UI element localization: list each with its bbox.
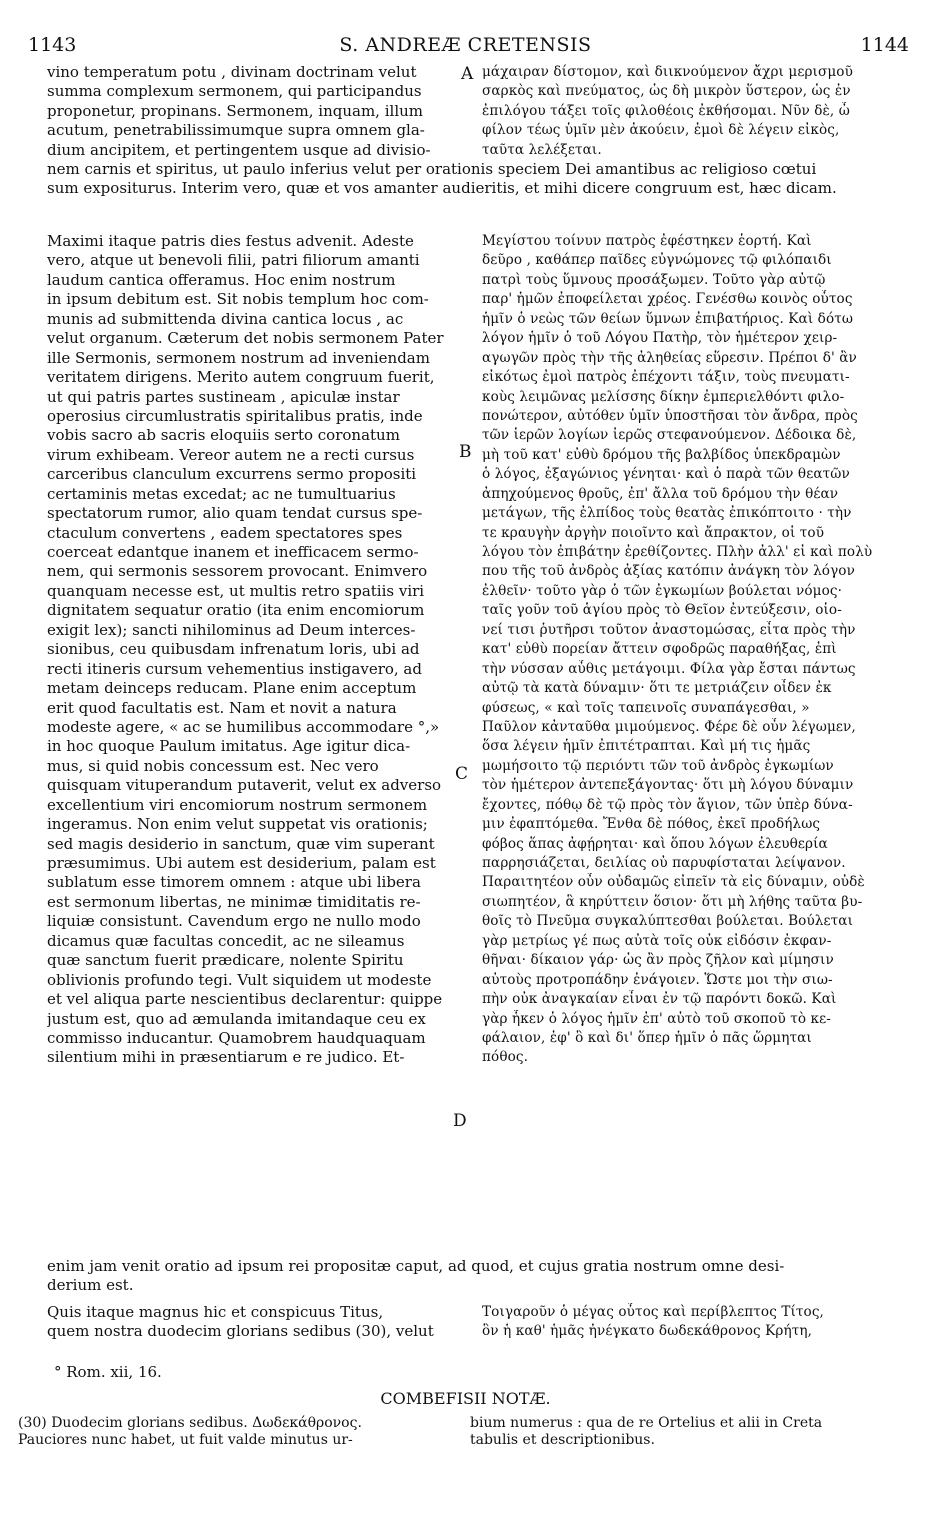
greek-text-line: αὐτῷ τὰ κατὰ δύναμιν· ὅτι τε μετριάζειν οἶδεν ἐκ [482, 680, 832, 697]
latin-column-block3 [47, 1303, 457, 1342]
greek-text-line: δεῦρο , καθάπερ παῖδες εὐγνώμονες τῷ φιλόπαιδι [482, 252, 832, 269]
greek-text-line: ὅσα λέγειν ἡμῖν ἐπιτέτραπται. Καὶ μή τις ἡμᾶς [482, 738, 811, 755]
latin-text-line: præsumimus. Ubi autem est desiderium, palam est [47, 854, 436, 872]
latin-text-line: vero, atque ut benevoli filii, patri filiorum amanti [47, 251, 420, 270]
greek-text-line: θῆναι· δίκαιον γάρ· ὡς ἂν πρὸς ζῆλον καὶ μίμησιν [482, 952, 834, 969]
latin-column-block2 [47, 232, 457, 1068]
greek-text-line: νεί τισι ῥυτῆρσι τοῦτον ἀναστομώσας, εἶτα πρὸς τὴν [482, 621, 856, 638]
greek-text-line: εἰκότως ἐμοὶ πατρὸς ἐπέχοντι τάξιν, τοὺς πνευματι- [482, 369, 850, 386]
latin-text-line: laudum cantica offeramus. Hoc enim nostrum [47, 270, 396, 289]
notes-left-column [18, 1415, 458, 1449]
latin-text-line: exigit lex); sancti nihilominus ad Deum interces- [47, 620, 416, 639]
latin-text-line: coerceat edantque inanem et inefficacem sermo- [47, 543, 419, 561]
greek-text-line: μιν ἐφαπτόμεθα. Ἔνθα δὲ πόθος, ἐκεῖ προδήλως [482, 816, 821, 833]
latin-text-line: quanquam necesse est, ut multis retro spatiis viri [47, 581, 425, 600]
page-header [0, 34, 931, 60]
latin-column-block1 [47, 63, 457, 160]
latin-text-line: vino temperatum potu , divinam doctrinam velut [47, 63, 417, 81]
latin-text-line: sionibus, ceu quibusdam infrenatum loris, ubi ad [47, 640, 420, 659]
latin-text-line: summa complexum sermonem, qui participandus [47, 82, 422, 101]
latin-text-line: mus, si quid nobis concessum est. Nec vero [47, 756, 379, 775]
note-text-line: tabulis et descriptionibus. [470, 1432, 655, 1448]
latin-text-line: liquiæ consistunt. Cavendum ergo ne nullo modo [47, 912, 421, 931]
latin-text-line: ut qui patris partes sustineam , apiculæ instar [47, 387, 400, 406]
greek-text-line: μάχαιραν δίστομον, καὶ διικνούμενον ἄχρι μερισμοῦ [482, 64, 853, 80]
latin-text-line: quæ sanctum fuerit prædicare, nolente Spiritu [47, 951, 404, 970]
fullwidth-text-block1 [47, 160, 917, 199]
latin-text-line: ingeramus. Non enim velut suppetat vis orationis; [47, 815, 428, 834]
greek-text-line: που τῆς τοῦ ἀνδρὸς ἀξίας κατόπιν ἀνάγκη τὸν λόγον [482, 563, 855, 580]
greek-text-line: πὴν οὐκ ἀναγκαίαν εἶναι ἐν τῷ παρόντι δοκῶ. Καὶ [482, 991, 837, 1008]
latin-text-line: erit quod facultatis est. Nam et novit a natura [47, 698, 397, 717]
greek-text-line: παρ' ἡμῶν ἐποφείλεται χρέος. Γενέσθω κοινὸς οὗτος [482, 291, 853, 308]
latin-text-line: Maximi itaque patris dies festus advenit. Adeste [47, 232, 414, 250]
latin-text-line: oblivionis profundo tegi. Vult siquidem ut modeste [47, 970, 432, 989]
greek-text-line: σαρκὸς καὶ πνεύματος, ὡς δὴ μικρὸν ὕστερον, ὡς ἐν [482, 83, 851, 100]
latin-text-line: justum est, quo ad æmulanda imitandaque ceu ex [47, 1009, 426, 1028]
greek-text-line: γὰρ ἧκεν ὁ λόγος ἡμῖν ἐπ' αὐτὸ τοῦ σκοποῦ τὸ κε- [482, 1010, 831, 1027]
greek-text-line: πατρὶ τοὺς ὕμνους προσάξωμεν. Τοῦτο γὰρ αὐτῷ [482, 271, 826, 288]
greek-text-line: λόγον ἡμῖν ὁ τοῦ Λόγου Πατὴρ, τὸν ἡμέτερον χειρ- [482, 330, 838, 347]
page-number-left: 1143 [28, 34, 77, 56]
latin-text-line: in ipsum debitum est. Sit nobis templum hoc com- [47, 290, 429, 309]
latin-text-line: est sermonum libertas, ne minimæ timiditatis re- [47, 892, 421, 911]
greek-text-line: Τοιγαροῦν ὁ μέγας οὗτος καὶ περίβλεπτος Τίτος, [482, 1304, 824, 1320]
margin-marker-c: C [455, 764, 469, 784]
latin-text-line: dicamus quæ facultas concedit, ac ne sileamus [47, 931, 405, 950]
latin-text-line: carceribus clanculum excurrens sermo propositi [47, 465, 417, 484]
page-number-right: 1144 [860, 34, 909, 56]
latin-text-line: commisso inducantur. Quamobrem haudquaquam [47, 1028, 426, 1047]
latin-text-line: Quis itaque magnus hic et conspicuus Titus, [47, 1303, 384, 1321]
latin-text-line: veritatem dirigens. Merito autem congruum fuerit, [47, 368, 435, 387]
fullwidth-text-line: enim jam venit oratio ad ipsum rei propositæ caput, ad quod, et cujus gratia nostrum omne desi- [47, 1257, 785, 1275]
margin-marker-b: B [459, 442, 472, 462]
latin-text-line: sublatum esse timorem omnem : atque ubi libera [47, 873, 421, 892]
notes-title: COMBEFISII NOTÆ. [380, 1389, 551, 1408]
greek-text-line: πονώτερον, αὐτόθεν ὑμῖν ὑποστῆσαι τὸν ἄνδρα, πρὸς [482, 407, 858, 424]
latin-text-line: vobis sacro ab sacris eloquiis serto coronatum [47, 426, 400, 445]
fullwidth-text-line: nem carnis et spiritus, ut paulo inferius velut per orationis speciem Dei amantibus ac religioso cœtui [47, 160, 817, 178]
greek-text-line: ταῦτα λελέξεται. [482, 141, 602, 158]
greek-text-line: αὐτοὺς προτροπάδην ἐνάγοιεν. Ὥστε μοι τὴν σιω- [482, 971, 833, 988]
greek-text-line: τὸν ἡμέτερον ἀντεπεξάγοντας· ὅτι μὴ λόγου δύναμιν [482, 777, 854, 794]
greek-text-line: παρρησιάζεται, δειλίας οὐ παρυφίσταται λείψανον. [482, 855, 846, 871]
latin-text-line: et vel aliqua parte nescientibus declarentur: quippe [47, 990, 443, 1009]
latin-text-line: metam deinceps reducam. Plane enim acceptum [47, 679, 417, 698]
greek-text-line: φάλαιον, ἐφ' ὃ καὶ δι' ὅπερ ἡμῖν ὁ πᾶς ὥρμηται [482, 1029, 812, 1046]
latin-text-line: quisquam vituperandum putaverit, velut ex adverso [47, 776, 442, 795]
greek-text-line: τῶν ἱερῶν λογίων ἱερῶς στεφανούμενον. Δέδοικα δὲ, [482, 427, 857, 444]
latin-text-line: certaminis metas excedat; ac ne tumultuarius [47, 484, 396, 503]
greek-text-line: ἡμῖν ὁ νεὼς τῶν θείων ὕμνων ἐπιβατήριος. Καὶ δότω [482, 310, 854, 327]
latin-text-line: virum exhibeam. Vereor autem ne a recti cursus [47, 445, 415, 464]
note-text-line: bium numerus : qua de re Ortelius et alii in Creta [470, 1415, 823, 1431]
greek-text-line: ὃν ἡ καθ' ἡμᾶς ἠνέγκατο δωδεκάθρονος Κρήτη, [482, 1323, 813, 1340]
latin-text-line: operosius circumlustratis spiritalibus pratis, inde [47, 406, 423, 425]
greek-text-line: πόθος. [482, 1049, 529, 1066]
running-title: S. ANDREÆ CRETENSIS [339, 34, 592, 56]
latin-text-line: dium ancipitem, et pertingentem usque ad divisio- [47, 140, 431, 159]
greek-text-line: τὴν νύσσαν αὖθις μετάγοιμι. Φίλα γὰρ ἔσται πάντως [482, 660, 856, 677]
margin-marker-d: D [453, 1111, 467, 1131]
latin-text-line: proponetur, propinans. Sermonem, inquam, illum [47, 101, 423, 120]
margin-marker-a: A [461, 64, 474, 84]
greek-column-block2 [482, 232, 914, 1068]
greek-text-line: αγωγῶν πρὸς τὴν τῆς ἀληθείας εὕρεσιν. Πρέποι δ' ἂν [482, 349, 857, 366]
footnote: ° Rom. xii, 16. [54, 1363, 162, 1381]
note-text-line: Pauciores nunc habet, ut fuit valde minutus ur- [18, 1432, 353, 1448]
latin-text-line: ctaculum convertens , eadem spectatores spes [47, 523, 403, 542]
greek-text-line: σιωπητέον, ἃ κηρύττειν ὅσιον· ὅτι μὴ λήθης ταῦτα βυ- [482, 893, 863, 910]
greek-text-line: Παραιτητέον οὖν οὐδαμῶς εἰπεῖν τὰ εἰς δύναμιν, οὐδὲ [482, 874, 865, 891]
greek-text-line: τε κραυγὴν ἀργὴν ποιοῖντο καὶ ἄπρακτον, οἱ τοῦ [482, 524, 825, 541]
greek-text-line: ἐπιλόγου τάξει τοῖς φιλοθέοις ἐκθήσομαι. Νῦν δὲ, ὦ [482, 102, 850, 119]
latin-text-line: acutum, penetrabilissimumque supra omnem gla- [47, 121, 425, 140]
greek-text-line: μὴ τοῦ κατ' εὐθὺ δρόμου τῆς βαλβίδος ὑπεκδραμὼν [482, 446, 841, 463]
greek-text-line: μετάγων, τῆς ἐλπίδος τοὺς θεατὰς ἐπικόπτοιτο · τὴν [482, 505, 852, 522]
latin-text-line: dignitatem sequatur oratio (ita enim encomiorum [47, 601, 425, 620]
greek-text-line: φύσεως, « καὶ τοῖς ταπεινοῖς συναπάγεσθαι, » [482, 699, 810, 716]
greek-text-line: κατ' εὐθὺ πορείαν ἄττειν σφοδρῶς παραθήξας, ἐπὶ [482, 641, 837, 658]
greek-text-line: λόγου τὸν ἐπιβάτην ἐρεθίζοντες. Πλὴν ἀλλ' εἰ καὶ πολὺ [482, 544, 873, 560]
greek-text-line: ἐλθεῖν· τοῦτο γὰρ ὁ τῶν ἐγκωμίων βούλεται νόμος· [482, 582, 843, 599]
latin-text-line: velut organum. Cæterum det nobis sermonem Pater [47, 329, 444, 348]
latin-text-line: excellentium viri encomiorum nostrum sermonem [47, 795, 428, 814]
latin-text-line: spectatorum rumor, alio quam tendat cursus spe- [47, 504, 423, 523]
greek-text-line: ταῖς γοῦν τοῦ ἁγίου πρὸς τὸ Θεῖον ἐντεύξεσιν, οἱο- [482, 602, 842, 619]
latin-text-line: modeste agere, « ac se humilibus accommodare °,» [47, 717, 440, 736]
greek-text-line: φόβος ἅπας ἀφῄρηται· καὶ ὅπου λόγων ἐλευθερία [482, 835, 828, 852]
latin-text-line: recti itineris cursum vehementius instigavero, ad [47, 659, 422, 678]
greek-text-line: κοὺς λειμῶνας μελίσσης δίκην ἐμπεριελθόντι φιλο- [482, 388, 845, 405]
notes-right-column [470, 1415, 910, 1449]
latin-text-line: munis ad submittenda divina cantica locus , ac [47, 309, 404, 328]
latin-text-line: ille Sermonis, sermonem nostrum ad inveniendam [47, 348, 430, 367]
latin-text-line: nem, qui sermonis sessorem provocant. Enimvero [47, 562, 428, 581]
latin-text-line: silentium mihi in præsentiarum e re judico. Et- [47, 1048, 405, 1067]
latin-text-line: quem nostra duodecim glorians sedibus (30), velut [47, 1322, 434, 1341]
greek-text-line: μωμήσοιτο τῷ περιόντι τῶν τοῦ ἀνδρὸς ἐγκωμίων [482, 757, 834, 774]
greek-text-line: ἔχοντες, πόθῳ δὲ τῷ πρὸς τὸν ἅγιον, τῶν ὑπὲρ δύνα- [482, 796, 853, 813]
fullwidth-text-block2 [47, 1257, 917, 1296]
greek-column-block3 [482, 1303, 914, 1342]
latin-text-line: sed magis desiderio in sanctum, quæ vim superant [47, 834, 435, 853]
latin-text-line: in hoc quoque Paulum imitatus. Age igitur dica- [47, 737, 411, 756]
greek-text-line: Μεγίστου τοίνυν πατρὸς ἐφέστηκεν ἑορτή. Καὶ [482, 233, 812, 249]
greek-text-line: θοῖς τὸ Πνεῦμα συγκαλύπτεσθαι βούλεται. Βούλεται [482, 913, 853, 930]
greek-text-line: φίλον τέως ὑμῖν μὲν ἀκούειν, ἐμοὶ δὲ λέγειν εἰκὸς, [482, 122, 840, 139]
greek-text-line: ὁ λόγος, ἐξαγώνιος γένηται· καὶ ὁ παρὰ τῶν θεατῶν [482, 466, 850, 483]
greek-text-line: Παῦλον κἀνταῦθα μιμούμενος. Φέρε δὲ οὖν λέγωμεν, [482, 718, 856, 735]
fullwidth-text-line: derium est. [47, 1276, 134, 1295]
note-text-line: (30) Duodecim glorians sedibus. Δωδεκάθρονος. [18, 1415, 362, 1431]
greek-text-line: ἀπηχούμενος θροῦς, ἐπ' ἄλλα τοῦ δρόμου τὴν θέαν [482, 485, 839, 502]
greek-column-block1 [482, 63, 914, 160]
greek-text-line: γὰρ μετρίως γέ πως αὐτὰ τοῖς οὐκ εἰδόσιν ἐκφαν- [482, 932, 832, 949]
fullwidth-text-line: sum expositurus. Interim vero, quæ et vos amanter audieritis, et mihi dicere congruum est, hæc dicam. [47, 179, 837, 198]
